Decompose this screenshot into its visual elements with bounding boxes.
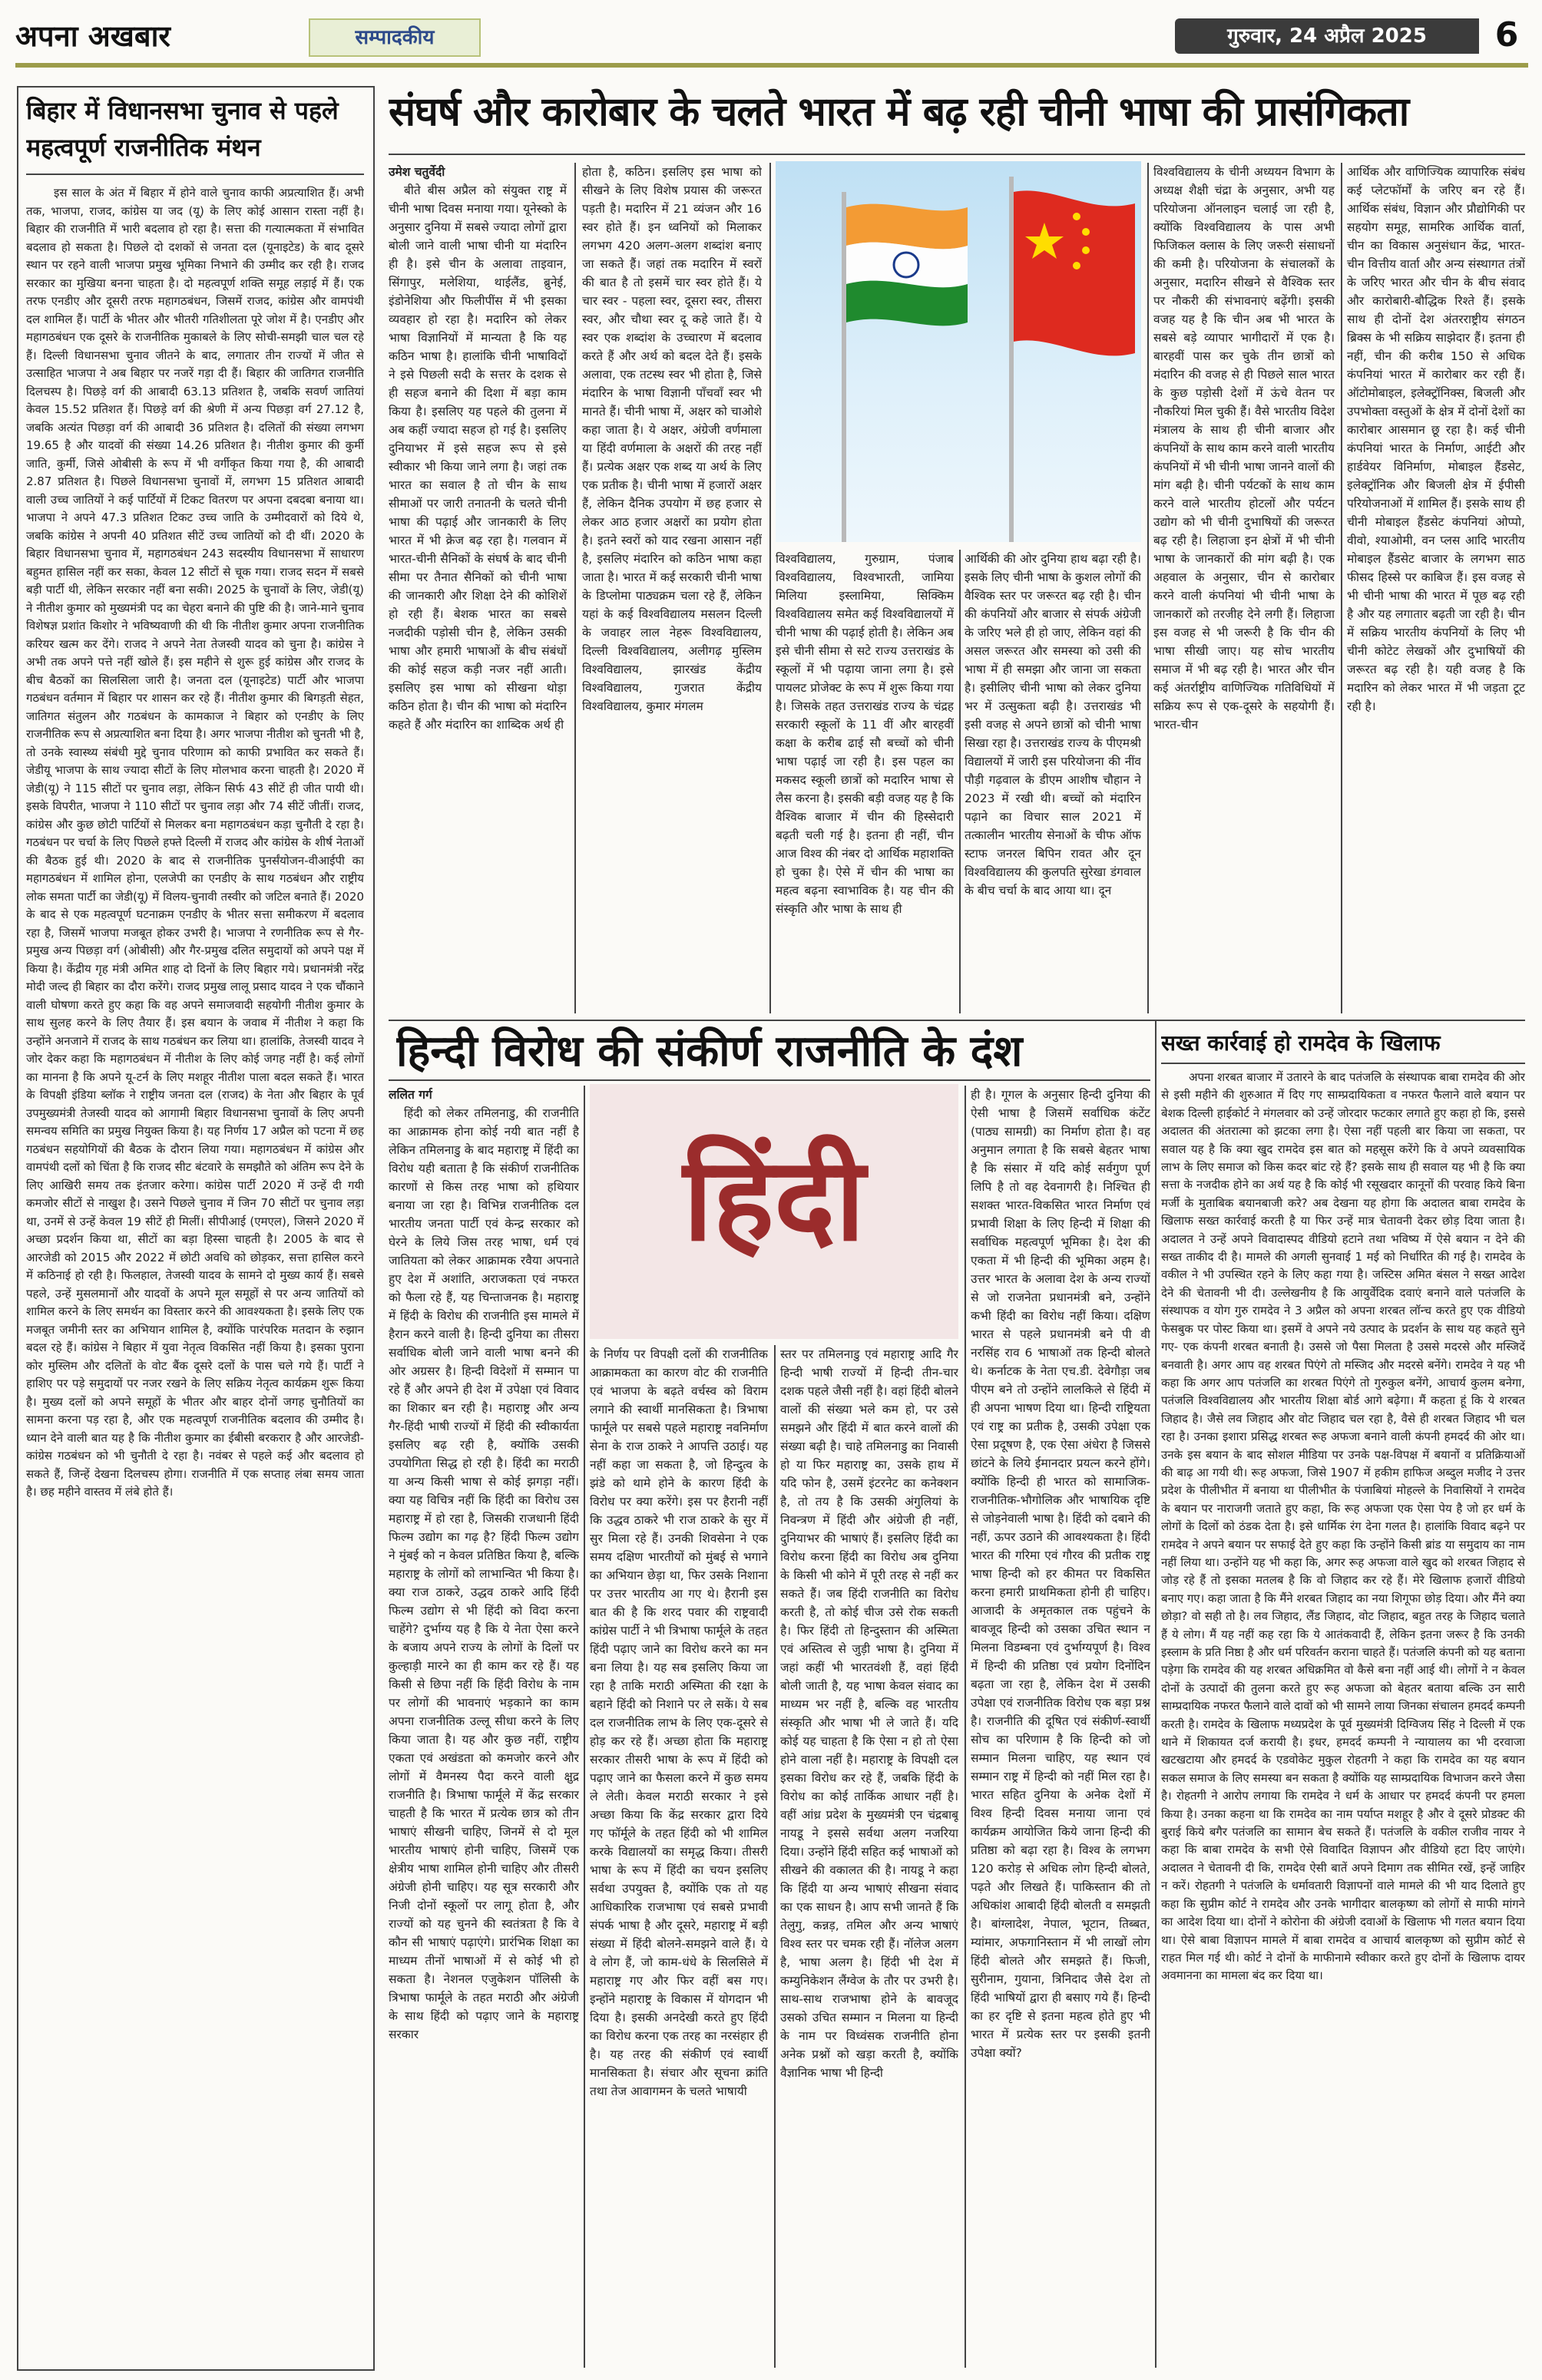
chinese-col-2 bbox=[582, 163, 762, 1013]
issue-date: गुरुवार, 24 अप्रैल 2025 bbox=[1175, 18, 1479, 54]
hindi-col-3-text: स्तर पर तमिलनाडु एवं महाराष्ट्र आदि गैर हिन्दी भाषी राज्यों में हिन्दी तीन-चार दशक पहले जैसी नहीं है। वहां हिंदी बोलने वालों की संख्या भले कम हो, पर उसे समझने और हिंदी में बात करने वालों की संख्या बढ़ी है। चाहे तमिलनाडु का निवासी हो या फिर महाराष्ट्र का, उसके हाथ में यदि फोन है, उसमें इंटरनेट का कनेक्शन है, तो तय है कि उसकी अंगुलियां के निवन्त्रण में हिंदी और अंग्रेजी ही नहीं, दुनियाभर की भाषाएं हैं। इसलिए हिंदी का विरोध करना हिंदी का विरोध अब दुनिया के किसी भी कोने में पूरी तरह से नहीं कर सकते हैं। जब हिंदी राजनीति का विरोध करती है, तो कोई चीज उसे रोक सकती है। फिर हिंदी तो हिन्दुस्तान की अस्मिता एवं अस्तित्व से जुड़ी भाषा है। दुनिया में जहां कहीं भी भारतवंशी हैं, वहां हिंदी बोली जाती है, यह भाषा केवल संवाद का माध्यम भर नहीं है, बल्कि वह भारतीय संस्कृति और भाषा भी ले जाते हैं। यदि कोई यह चाहता है कि ऐसा न हो तो ऐसा होने वाला नहीं है। महाराष्ट्र के विपक्षी दल इसका विरोध कर रहे हैं, जबकि हिंदी के विरोध का कोई तार्किक आधार नहीं है। वहीं आंध्र प्रदेश के मुख्यमंत्री एन चंद्रबाबू नायडू ने इससे सर्वथा अलग नजरिया दिया। उन्होंने हिंदी सहित कई भाषाओं को सीखने की वकालत की है। नायडू ने कहा कि हिंदी या अन्य भाषाएं सीखना संवाद का एक साधन है। आप सभी जानते हैं कि तेलुगु, कन्नड़, तमिल और अन्य भाषाएं विश्व स्तर पर चमक रही हैं। नॉलेज अलग है, भाषा अलग है। हिंदी भी देश में कम्युनिकेशन लैंग्वेज के तौर पर उभरी है। साथ-साथ राजभाषा होने के बावजूद उसको उचित सम्मान न मिलना या हिन्दी के नाम पर विध्वंसक राजनीति होना अनेक प्रश्नों को खड़ा करती है, क्योंकि वैज्ञानिक भाषा भी हिन्दी bbox=[780, 1347, 958, 2080]
bihar-article-body bbox=[26, 184, 364, 2360]
hindi-col-1-text: हिंदी को लेकर तमिलनाडु, की राजनीति का आक्रामक होना कोई नयी बात नहीं है लेकिन तमिलनाडु के बाद महाराष्ट्र में हिंदी का विरोध यही बताता है कि संकीर्ण राजनीतिक कारणों से किस तरह भाषा को हथियार बनाया जा रहा है। विभिन्न राजनीतिक दल भारतीय जनता पार्टी एवं केन्द्र सरकार को घेरने के लिये जिस तरह भाषा, धर्म एवं जातियता को लेकर आक्रामक रवैया अपनाते हुए देश में अशांति, अराजकता एवं नफरत को फैला रहे हैं, यह चिन्ताजनक है। महाराष्ट्र में हिंदी के विरोध की राजनीति इस मामले में हैरान करने वाली है। हिन्दी दुनिया का तीसरा सर्वाधिक बोली जाने वाली भाषा बनने की ओर अग्रसर है। हिन्दी विदेशों में सम्मान पा रहे हैं और अपने ही देश में उपेक्षा एवं विवाद का शिकार बन रही है। महाराष्ट्र और अन्य गैर-हिंदी भाषी राज्यों में हिंदी की स्वीकार्यता इसलिए बढ़ रही है, क्योंकि उसकी उपयोगिता सिद्ध हो रही है। हिंदी का मराठी या अन्य किसी भाषा से कोई झगड़ा नहीं। क्या यह विचित्र नहीं कि हिंदी का विरोध उस महाराष्ट्र में हो रहा है, जिसकी राजधानी हिंदी फिल्म उद्योग का गढ़ है? हिंदी फिल्म उद्योग ने मुंबई को न केवल प्रतिष्ठित किया है, बल्कि महाराष्ट्र के लोगों को लाभान्वित भी किया है। क्या राज ठाकरे, उद्धव ठाकरे आदि हिंदी फिल्म उद्योग से भी हिंदी को विदा करना चाहेंगे? दुर्भाग्य यह है कि ये नेता ऐसा करने के बजाय अपने राज्य के लोगों के दिलों पर कुल्हाड़ी मारने का ही काम कर रहे हैं। यह किसी से छिपा नहीं कि हिंदी विरोध के नाम पर लोगों की भावनाएं भड़काने का काम अपना राजनीतिक उल्लू सीधा करने के लिए किया जाता है। यह और कुछ नहीं, राष्ट्रीय एकता एवं अखंडता को कमजोर करने और लोगों में वैमनस्य पैदा करने वाली क्षुद्र राजनीति है। त्रिभाषा फार्मूले में केंद्र सरकार चाहती है कि भारत में प्रत्येक छात्र को तीन भाषाएं सीखनी चाहिए, जिनमें से दो मूल भारतीय भाषाएं होनी चाहिए, जिसमें एक क्षेत्रीय भाषा शामिल होनी चाहिए और तीसरी अंग्रेजी होनी चाहिए। यह सूत्र सरकारी और निजी दोनों स्कूलों पर लागू होता है, और राज्यों को यह चुनने की स्वतंत्रता है कि वे कौन सी भाषाएं पढ़ाएंगे। प्रारंभिक शिक्षा का माध्यम तीनों भाषाओं में से कोई भी हो सकता है। नेशनल एजुकेशन पॉलिसी के त्रिभाषा फार्मूले के तहत मराठी और अंग्रेजी के साथ हिंदी को पढ़ाए जाने के महाराष्ट्र सरकार bbox=[389, 1106, 579, 2041]
hindi-byline: ललित गर्ग bbox=[389, 1088, 432, 1102]
newspaper-name: अपना अखबार bbox=[15, 19, 170, 53]
hindi-col-2 bbox=[590, 1345, 768, 2368]
section-label: सम्पादकीय bbox=[309, 18, 481, 57]
bihar-headline: बिहार में विधानसभा चुनाव से पहले महत्वपूर्ण राजनीतिक मंथन bbox=[26, 96, 339, 162]
chinese-col-1 bbox=[389, 163, 567, 1013]
chinese-col-3-text: विश्वविद्यालय, गुरुग्राम, पंजाब विश्वविद्यालय, विश्वभारती, जामिया मिलिया इस्लामिया, सिक्किम विश्वविद्यालय समेत कई विश्वविद्यालयों में चीनी भाषा की पढ़ाई होती है। लेकिन अब इसे चीनी सीमा से सटे राज्य उत्तराखंड के स्कूलों में भी पढ़ाया जाना लगा है। इसे पायलट प्रोजेक्ट के रूप में शुरू किया गया है। जिसके तहत उत्तराखंड राज्य के चंद्रह सरकारी स्कूलों के 11 वीं और बारहवीं कक्षा के करीब ढाई सौ बच्चों को चीनी भाषा पढ़ाई जा रही है। इस पहल का मकसद स्कूली छात्रों को मदारिन भाषा से लैस करना है। इसकी बड़ी वजह यह है कि वैश्विक बाजार में चीन की हिस्सेदारी बढ़ती चली गई है। इतना ही नहीं, चीन आज विश्व की नंबर दो आर्थिक महाशक्ति हो चुका है। ऐसे में चीन की भाषा का महत्व बढ़ना स्वाभाविक है। यह चीन की संस्कृति और भाषा के साथ ही bbox=[776, 552, 954, 916]
ramdev-article-body bbox=[1161, 1069, 1525, 2368]
chinese-headline: संघर्ष और कारोबार के चलते भारत में बढ़ रही चीनी भाषा की प्रासंगिकता bbox=[389, 89, 1409, 135]
hindi-col-4 bbox=[971, 1086, 1150, 2368]
chinese-byline: उमेश चतुर्वेदी bbox=[389, 165, 445, 179]
hindi-col-4-text: ही है। गूगल के अनुसार हिन्दी दुनिया की ऐसी भाषा है जिसमें सर्वाधिक कंटेंट (पाठ्य सामग्री) का निर्माण होता है। वह अनुमान लगाता है कि सबसे बेहतर भाषा है कि संसार में यदि कोई सर्वगुण पूर्ण लिपि है तो वह देवनागरी है। निश्चित ही सशक्त भारत-विकसित भारत निर्माण एवं प्रभावी शिक्षा के लिए हिन्दी में शिक्षा की सर्वाधिक महत्वपूर्ण भूमिका है। देश की एकता में भी हिन्दी की भूमिका अहम है। उत्तर भारत के अलावा देश के अन्य राज्यों से जो राजनेता प्रधानमंत्री बने, उन्होंने कभी हिंदी का विरोध नहीं किया। दक्षिण भारत से पहले प्रधानमंत्री बने पी वी नरसिंह राव 6 भाषाओं तक हिन्दी बोलते थे। कर्नाटक के नेता एच.डी. देवेगौड़ा जब पीएम बने तो उन्होंने लालकिले से हिंदी में ही अपना भाषण दिया था। हिन्दी राष्ट्रियता एवं राष्ट्र का प्रतीक है, उसकी उपेक्षा एक ऐसा प्रदूषण है, एक ऐसा अंधेरा है जिससे छांटने के लिये ईमानदार प्रयत्न करने होंगे। क्योंकि हिन्दी ही भारत को सामाजिक-राजनीतिक-भौगोलिक और भाषायिक दृष्टि से जोड़नेवाली भाषा है। हिंदी को दबाने की नहीं, ऊपर उठाने की आवश्यकता है। हिंदी भारत की गरिमा एवं गौरव की प्रतीक राष्ट्र भाषा हिन्दी को हर कीमत पर विकसित करना हमारी प्राथमिकता होनी ही चाहिए। आजादी के अमृतकाल तक पहुंचने के बावजूद हिन्दी को उसका उचित स्थान न मिलना विडम्बना एवं दुर्भाग्यपूर्ण है। विश्व में हिन्दी की प्रतिष्ठा एवं प्रयोग दिनोंदिन बढ़ता जा रहा है, लेकिन देश में उसकी उपेक्षा एवं राजनीतिक विरोध एक बड़ा प्रश्न है। राजनीति की दूषित एवं संकीर्ण-स्वार्थी सोच का परिणाम है कि हिन्दी को जो सम्मान मिलना चाहिए, यह स्थान एवं सम्मान राष्ट्र में हिन्दी को नहीं मिल रहा है। भारत सहित दुनिया के अनेक देशों में विश्व हिन्दी दिवस मनाया जाना एवं कार्यक्रम आयोजित किये जाना हिन्दी की प्रतिष्ठा को बढ़ा रहा है। विश्व के लगभग 120 करोड़ से अधिक लोग हिन्दी बोलते, पढ़ते और लिखते हैं। पाकिस्तान की तो अधिकांश आबादी हिंदी बोलती व समझती है। बांग्लादेश, नेपाल, भूटान, तिब्बत, म्यांमार, अफगानिस्तान में भी लाखों लोग हिंदी बोलते और समझते हैं। फिजी, सुरीनाम, गुयाना, त्रिनिदाद जैसे देश तो हिंदी भाषियों द्वारा ही बसाए गये हैं। हिन्दी का हर दृष्टि से इतना महत्व होते हुए भी भारत में प्रत्येक स्तर पर इसकी इतनी उपेक्षा क्यों? bbox=[971, 1088, 1150, 2060]
chinese-col-4 bbox=[965, 550, 1141, 1013]
chinese-col-2-text: होता है, कठिन। इसलिए इस भाषा को सीखने के लिए विशेष प्रयास की जरूरत पड़ती है। मदारिन में 21 व्यंजन और 16 स्वर होते हैं। इन ध्वनियों को मिलाकर लगभग 420 अलग-अलग शब्दांश बनाए जा सकते हैं। जहां तक मदारिन में स्वरों की बात है तो इसमें चार स्वर होते हैं। ये चार स्वर - पहला स्वर, दूसरा स्वर, तीसरा स्वर, और चौथा स्वर दू कहे जाते हैं। ये स्वर एक शब्दांश के उच्चारण में बदलाव करते हैं और अर्थ को बदल देते हैं। इसके अलावा, एक तटस्थ स्वर भी होता है, जिसे मंदारिन के भाषा विज्ञानी पाँचवाँ स्वर भी मानते हैं। चीनी भाषा में, अक्षर को चाओशे कहा जाता है। ये अक्षर, अंग्रेजी वर्णमाला या हिंदी वर्णमाला के अक्षरों की तरह नहीं हैं। प्रत्येक अक्षर एक शब्द या अर्थ के लिए एक प्रतीक है। चीनी भाषा में हजारों अक्षर हैं, लेकिन दैनिक उपयोग में छह हजार से लेकर आठ हजार अक्षरों का प्रयोग होता है। इतने स्वरों को याद रखना आसान नहीं है, इसलिए मंदारिन को कठिन भाषा कहा जाता है। भारत में कई सरकारी चीनी भाषा के डिप्लोमा पाठ्यक्रम चला रहे हैं, लेकिन यहां के कई विश्वविद्यालय मसलन दिल्ली के जवाहर लाल नेहरू विश्वविद्यालय, दिल्ली विश्वविद्यालय, अलीगढ़ मुस्लिम विश्वविद्यालय, झारखंड केंद्रीय विश्वविद्यालय, गुजरात केंद्रीय विश्वविद्यालय, कुमार मंगलम bbox=[582, 165, 762, 713]
hindi-col-2-text: के निर्णय पर विपक्षी दलों की राजनीतिक आक्रामकता का कारण वोट की राजनीति एवं भाजपा के बढ़ते वर्चस्व को विराम लगाने की स्वार्थी मानसिकता है। त्रिभाषा फार्मूले पर सबसे पहले महाराष्ट्र नवनिर्माण सेना के राज ठाकरे ने आपत्ति उठाई। यह नहीं कहा जा सकता है, जो हिन्दुत्व के झंडे को थामे होने के कारण हिंदी के विरोध पर क्या करेंगे। इस पर हैरानी नहीं कि उद्धव ठाकरे भी राज ठाकरे के सुर में सुर मिला रहे हैं। उनकी शिवसेना ने एक समय दक्षिण भारतीयों को मुंबई से भगाने का अभियान छेड़ा था, फिर उसके निशाना पर उत्तर भारतीय आ गए थे। हैरानी इस बात की है कि शरद पवार की राष्ट्रवादी कांग्रेस पार्टी ने भी त्रिभाषा फार्मूले के तहत हिंदी पढ़ाए जाने का विरोध करने का मन बना लिया है। यह सब इसलिए किया जा रहा है ताकि मराठी अस्मिता की रक्षा के बहाने हिंदी को निशाने पर ले सकें। ये सब दल राजनीतिक लाभ के लिए एक-दूसरे से होड़ कर रहे हैं। अच्छा होता कि महाराष्ट्र सरकार तीसरी भाषा के रूप में हिंदी को पढ़ाए जाने का फैसला करने में कुछ समय ले लेती। केवल मराठी सरकार ने इसे अच्छा किया कि केंद्र सरकार द्वारा दिये गए फॉर्मूले के तहत हिंदी को भी शामिल करके विद्यालयों का समृद्ध किया। तीसरी भाषा के रूप में हिंदी का चयन इसलिए सर्वथा उपयुक्त है, क्योंकि एक तो यह आधिकारिक राजभाषा एवं सबसे प्रभावी संपर्क भाषा है और दूसरे, महाराष्ट्र में बड़ी संख्या में हिंदी बोलने-समझने वाले हैं। ये वे लोग हैं, जो काम-धंधे के सिलसिले में महाराष्ट्र गए और फिर वहीं बस गए। इन्होंने महाराष्ट्र के विकास में योगदान भी दिया है। इसकी अनदेखी करते हुए हिंदी का विरोध करना एक तरह का नरसंहार ही है। यह तरह की संकीर्ण एवं स्वार्थी मानसिकता है। संचार और सूचना क्रांति तथा तेज आवागमन के चलते भाषायी bbox=[590, 1347, 768, 2098]
hindi-word-image bbox=[590, 1084, 958, 1339]
chinese-col-6-text: आर्थिक और वाणिज्यिक व्यापारिक संबंध कई प्लेटफॉर्मों के जरिए बन रहे हैं। आर्थिक संबंध, विज्ञान और प्रौद्योगिकी पर सहयोग समूह, सामरिक आर्थिक वार्ता, चीन का विकास अनुसंधान केंद्र, भारत-चीन वित्तीय वार्ता और अन्य संस्थागत तंत्रों के जरिए भारत और चीन के बीच संवाद और कारोबारी-बौद्धिक रिश्ते हैं। इसके साथ ही दोनों देश अंतरराष्ट्रीय संगठन ब्रिक्स के भी सक्रिय साझेदार हैं। इतना ही नहीं, चीन की करीब 150 से अधिक कंपनियां भारत में कारोबार कर रही हैं। ऑटोमोबाइल, इलेक्ट्रॉनिक्स, बिजली और उपभोक्ता वस्तुओं के क्षेत्र में दोनों देशों का कारोबार आसमान छू रहा है। कई चीनी कंपनियां भारत के निर्माण, आईटी और हार्डवेयर विनिर्माण, मोबाइल हैंडसेट, इलेक्ट्रॉनिक और बिजली क्षेत्र में ईपीसी परियोजनाओं में शामिल हैं। इसके साथ ही चीनी मोबाइल हैंडसेट कंपनियां ओप्पो, वीवो, श्याओमी, वन प्लस आदि भारतीय मोबाइल हैंडसेट बाजार के लगभग साठ फीसद हिस्से पर काबिज हैं। इस वजह से भी चीनी भाषा की भारत में पूछ बढ़ रही है और यह लगातार बढ़ती जा रही है। चीन में सक्रिय भारतीय कंपनियों के लिए भी चीनी कोटेट लेखकों और दुभाषियों की जरूरत बढ़ रही है। यही वजह है कि मदारिन को लेकर भारत में भी जड़ता टूट रही है। bbox=[1347, 165, 1525, 713]
ramdev-body-text: अपना शरबत बाजार में उतारने के बाद पतंजलि के संस्थापक बाबा रामदेव की ओर से इसी महीने की शुरुआत में दिए गए साम्प्रदायिकता व नफरत फैलाने वाले बयान पर बेशक दिल्ली हाईकोर्ट ने मंगलवार को उन्हें जोरदार फटकार लगाते हुए कहा हो कि, इससे अदालत की अंतरात्मा को झटका लगा है। ऐसा नहीं पहली बार किया जा सकता, पर सवाल यह है कि क्या खुद रामदेव इस बात को महसूस करेंगे कि वे अपने व्यवसायिक लाभ के लिए समाज को किस कदर बांट रहे हैं? इसके साथ ही सवाल यह भी है कि क्या सत्ता के नजदीक होने का अर्थ यह है कि कोई भी रसूखदार कानूनों की परवाह किये बिना मर्जी के मुताबिक बयानबाजी करे? अब देखना यह होगा कि अदालत बाबा रामदेव के खिलाफ सख्त कार्रवाई करती है या फिर उन्हें मात्र चेतावनी देकर छोड़ दिया जाता है। अदालत ने उन्हें अपने विवादास्पद वीडियो हटाने तथा भविष्य में ऐसे बयान न देने की सख्त ताकीद दी है। मामले की अगली सुनवाई 1 मई को निर्धारित की गई है। रामदेव के वकील ने भी उपस्थित रहने के लिए कहा गया है। जस्टिस अमित बंसल ने सख्त आदेश देने की चेतावनी भी दी। उल्लेखनीय है कि आयुर्वेदिक दवाएं बनाने वाले पतंजलि के संस्थापक व योग गुरु रामदेव ने 3 अप्रैल को अपना शरबत लॉन्च करते हुए एक वीडियो फेसबुक पर पोस्ट किया था। इसमें वे अपने नये उत्पाद के प्रदर्शन के साथ यह कहते सुने गए- एक कंपनी शरबत बनाती है। उससे जो पैसा मिलता है उससे मदरसे और मस्जिदें बनवाती है। अगर आप वह शरबत पिएंगे तो मस्जिद और मदरसे बनेंगे। रामदेव ने यह भी कहा कि अगर आप पतंजलि का शरबत पिएंगे तो गुरुकुल बनेंगे, आचार्य कुलम बनेगा, पतंजलि विश्वविद्यालय और भारतीय शिक्षा बोर्ड आगे बढ़ेगा। मैं कहता हूं कि ये शरबत जिहाद है। जैसे लव जिहाद और वोट जिहाद चल रहा है, वैसे ही शरबत जिहाद भी चल रहा है। उनका इशारा प्रसिद्ध शरबत रूह अफजा बनाने वाली कंपनी हमदर्द की ओर था। उनके इस बयान के बाद सोशल मीडिया पर उनके पक्ष-विपक्ष में बयानों व प्रतिक्रियाओं की बाढ़ आ गयी थी। रूह अफजा, जिसे 1907 में हकीम हाफिज अब्दुल मजीद ने उत्तर प्रदेश के पीलीभीत में बनाया था पीलीभीत के पंजाबियां मोहल्ले के निवासियों ने रामदेव के बयान पर नाराजगी जताते हुए कहा, कि रूह अफजा एक ऐसा पेय है जो हर धर्म के लोगों के दिलों को ठंडक देता है। इसे धार्मिक रंग देना गलत है। हालांकि विवाद बढ़ने पर रामदेव ने अपने बयान पर सफाई देते हुए कहा कि उन्होंने किसी ब्रांड या समुदाय का नाम नहीं लिया था। उन्होंने यह भी कहा कि, अगर रूह अफजा वाले खुद को शरबत जिहाद से जोड़ रहे हैं तो इसका मतलब है कि वो जिहाद कर रहे हैं। मेरे खिलाफ हजारों वीडियो बनाए गए। कहा जाता है कि मैंने शरबत जिहाद का नया शिगूफा छोड़ दिया। और मैंने क्या छोड़ा? वो सही तो है। लव जिहाद, लैंड जिहाद, वोट जिहाद, बहुत तरह के जिहाद चलाते हैं ये लोग। मैं यह नहीं कह रहा कि ये आतंकवादी हैं, लेकिन इतना जरूर है कि उनकी इस्लाम के प्रति निष्ठा है और धर्म परिवर्तन कराना चाहते हैं। पतंजलि कंपनी को यह बताना पड़ेगा कि रामदेव की यह शरबत अधिक्रमित वो कैसे बना नहीं आई थी। लोगों ने न केवल दोनों के उत्पादों की तुलना करते हुए रूह अफजा को बेहतर बताया बल्कि उन सारी साम्प्रदायिक नफरत फैलाने वाले दावों को भी सामने लाया जिनका संचालन हमदर्द कम्पनी करती है। रामदेव के खिलाफ मध्यप्रदेश के पूर्व मुख्यमंत्री दिग्विजय सिंह ने दिल्ली में एक थाने में शिकायत दर्ज करायी है। इधर, हमदर्द कम्पनी ने न्यायालय का भी दरवाजा खटखटाया और हमदर्द के एडवोकेट मुकुल रोहतगी ने कहा कि रामदेव का यह बयान सकल समाज के लिए समस्या बन सकता है क्योंकि यह साम्प्रदायिक विभाजन करने जैसा है। रोहतगी ने आरोप लगाया कि रामदेव ने धर्म के आधार पर हमदर्द कंपनी पर हमला किया है। उनका कहना था कि रामदेव का नाम पर्याप्त मशहूर है और वे दूसरे प्रोडक्ट की बुराई किये बगैर पतंजलि का सामान बेच सकते हैं। पतंजलि के वकील राजीव नायर ने कहा कि बाबा रामदेव के सभी ऐसे विवादित विज्ञापन और वीडियो हटा दिए जाएंगे। अदालत ने चेतावनी दी कि, रामदेव ऐसी बातें अपने दिमाग तक सीमित रखें, इन्हें जाहिर न करें। रोहतगी ने पतंजलि के धर्मावतारी विज्ञापनों वाले मामले की भी याद दिलाते हुए कहा कि सुप्रीम कोर्ट ने रामदेव और उनके भागीदार बालकृष्ण को लोगों से माफी मांगने का आदेश दिया था। दोनों ने कोरोना की अंग्रेजी दवाओं के खिलाफ भी गलत बयान दिया था। ऐसे बाबा विज्ञापन मामले में बाबा रामदेव व आचार्य बालकृष्ण को सुप्रीम कोर्ट से राहत मिल गई थी। कोर्ट ने दोनों के माफीनामे स्वीकार करते हुए दोनों के खिलाफ दायर अवमानना का मामला बंद कर दिया था। bbox=[1161, 1070, 1525, 1983]
hindi-col-1 bbox=[389, 1086, 579, 2368]
flags-illustration bbox=[776, 161, 1141, 542]
masthead bbox=[15, 14, 1528, 68]
bihar-body-text: इस साल के अंत में बिहार में होने वाले चुनाव काफी अप्रत्याशित हैं। अभी तक, भाजपा, राजद, कांग्रेस या जद (यू) के लिए कोई आसान रास्ता नहीं है। बिहार की राजनीति में भारी बदलाव हो रहा है। सत्ता की गत्यात्मकता में संभावित बदलाव हो सकता है। पिछले दो दशकों से जनता दल (यूनाइटेड) के बाद दूसरे स्थान पर रहने वाली भाजपा प्रमुख भूमिका निभाने की उम्मीद कर रही है। राजद सरकार का मुखिया बनना चाहता है। दो महत्वपूर्ण शक्ति समूह लड़ाई में हैं। एक तरफ एनडीए और दूसरी तरफ महागठबंधन, जिसमें राजद, कांग्रेस और वामपंथी दल शामिल हैं। पार्टी के भीतर और भीतरी गतिशीलता पूरे जोश में है। एनडीए और महागठबंधन एक दूसरे के राजनीतिक मुकाबले के लिए सोची-समझी चाल चल रहे हैं। दिल्ली विधानसभा चुनाव जीतने के बाद, लगातार तीन राज्यों में जीत से उत्साहित भाजपा ने अब बिहार पर नजरें गड़ा दी हैं। बिहार की जातिगत राजनीति दिलचस्प है। पिछड़े वर्ग की आबादी 63.13 प्रतिशत है, जबकि सवर्ण जातियां केवल 15.52 प्रतिशत हैं। पिछड़े वर्ग की श्रेणी में अन्य पिछड़ा वर्ग 27.12 है, जबकि अत्यंत पिछड़ा वर्ग की आबादी 36 प्रतिशत है। दलितों की संख्या लगभग 19.65 है और यादवों की संख्या 14.26 प्रतिशत है। नीतीश कुमार की कुर्मी जाति, कुर्मी, जिसे ओबीसी के रूप में भी वर्गीकृत किया गया है, की आबादी 2.87 प्रतिशत है। पिछले विधानसभा चुनावों में, लगभग 15 प्रतिशत आबादी वाली उच्च जातियों ने कई पार्टियों में टिकट वितरण पर अपना दबदबा बनाया था। भाजपा ने अपने 47.3 प्रतिशत टिकट उच्च जाति के उम्मीदवारों को दिये थे, जबकि कांग्रेस ने अपनी 40 प्रतिशत सीटें उच्च जातियों को दी थीं। 2020 के बिहार विधानसभा चुनाव में, महागठबंधन 243 सदस्यीय विधानसभा में साधारण बहुमत हासिल नहीं कर सका, केवल 12 सीटों से चूक गया। राजद सदन में सबसे बड़ी पार्टी थी, लेकिन सरकार नहीं बना सकी। 2025 के चुनावों के लिए, जेडी(यू) ने नीतीश कुमार को मुख्यमंत्री पद का चेहरा बनाने की पुष्टि की है। जाने-माने चुनाव विशेषज्ञ प्रशांत किशोर ने भविष्यवाणी की थी कि नीतीश कुमार अपना राजनीतिक करियर खत्म कर देंगे। राजद ने अपने नेता तेजस्वी यादव को चुना है। कांग्रेस ने अभी तक अपने पत्ते नहीं खोले हैं। इस महीने से शुरू हुई कांग्रेस और राजद के बीच बैठकों का सिलसिला जारी है। जनता दल (यूनाइटेड) पार्टी और भाजपा गठबंधन वर्तमान में बिहार पर शासन कर रहे हैं। नीतीश कुमार की बिगड़ती सेहत, जातिगत संतुलन और गठबंधन के कामकाज ने बिहार को एनडीए के लिए राजनीतिक रूप से अप्रत्याशित बना दिया है। अगर भाजपा नीतीश को चुनती भी है, तो उनके स्वास्थ्य संबंधी मुद्दे चुनाव परिणाम को काफी प्रभावित कर सकते हैं। जेडीयू भाजपा के साथ ज्यादा सीटों के लिए मोलभाव करना चाहती है। 2020 में जेडी(यू) ने 115 सीटों पर चुनाव लड़ा, लेकिन सिर्फ 43 सीटें ही जीत पायी थी। इसके विपरीत, भाजपा ने 110 सीटों पर चुनाव लड़ा और 74 सीटें जीतीं। राजद, कांग्रेस और कुछ छोटी पार्टियों से मिलकर बना महागठबंधन कड़ा चुनौती दे रहा है। गठबंधन पर चर्चा के लिए पिछले हफ्ते दिल्ली में राजद और कांग्रेस के शीर्ष नेताओं की बैठक हुई थी। 2020 के बाद से राजनीतिक पुनर्संयोजन-वीआईपी का महागठबंधन में शामिल होना, एलजेपी का एनडीए के साथ गठबंधन और राष्ट्रीय लोक समता पार्टी का जेडी(यू) में विलय-चुनावी तस्वीर को जटिल बनाते हैं। 2020 के बाद से एक महत्वपूर्ण घटनाक्रम एनडीए के भीतर सत्ता समीकरण में बदलाव रहा है, जिसमें भाजपा मजबूत होकर उभरी है। भाजपा ने रणनीतिक रूप से गैर-प्रमुख अन्य पिछड़ा वर्ग (ओबीसी) और गैर-प्रमुख दलित समुदायों को अपने पक्ष में किया है। केंद्रीय गृह मंत्री अमित शाह दो दिनों के लिए बिहार गये। प्रधानमंत्री नरेंद्र मोदी जल्द ही बिहार का दौरा करेंगे। राजद प्रमुख लालू प्रसाद यादव ने एक चौंकाने वाली घोषणा करते हुए कहा कि वह अपने समाजवादी सहयोगी नीतीश कुमार के साथ सुलह करने के लिए तैयार हैं। इस बयान के जवाब में नीतीश ने कहा कि उन्होंने अनजाने में राजद के साथ गठबंधन कर लिया था। हालांकि, तेजस्वी यादव ने जोर देकर कहा कि महागठबंधन में नीतीश के लिए कोई जगह नहीं है। कई लोगों का मानना है कि अपने यू-टर्न के लिए मशहूर नीतीश पाला बदल सकते हैं। भारत के विपक्षी इंडिया ब्लॉक ने राष्ट्रीय जनता दल (राजद) के नेता और बिहार के पूर्व उपमुख्यमंत्री तेजस्वी यादव को आगामी बिहार विधानसभा चुनावों के लिए अपनी समन्वय समिति का प्रमुख नियुक्त किया है। यह निर्णय 17 अप्रैल को पटना में छह गठबंधन सहयोगियों की बैठक के दौरान लिया गया। महागठबंधन में कांग्रेस और वामपंथी दलों को चिंता है कि राजद सीट बंटवारे के समझौते को अंतिम रूप देने के लिए आखिरी समय तक इंतजार करेगा। कांग्रेस पार्टी 2020 में उन्हें दी गयी कमजोर सीटों से नाखुश है। उसने पिछले चुनाव में जिन 70 सीटों पर चुनाव लड़ा था, उनमें से उन्हें केवल 19 सीटें ही मिलीं। सीपीआई (एमएल), जिसने 2020 में अच्छा प्रदर्शन किया था, सीटों का बड़ा हिस्सा चाहती है। 2005 के बाद से आरजेडी को 2015 और 2022 में छोटी अवधि को छोड़कर, सत्ता हासिल करने में कठिनाई हो रही है। फिलहाल, तेजस्वी यादव के सामने दो मुख्य कार्य हैं। सबसे पहले, उन्हें मुसलमानों और यादवों के अपने मूल समूहों से पर अन्य जातियों को शामिल करने के लिए समर्थन का विस्तार करने की आवश्यकता है। इसके लिए एक मजबूत जमीनी स्तर का अभियान शामिल है, क्योंकि पारंपरिक मतदान के रुझान बदल रहे हैं। कांग्रेस ने बिहार में युवा नेतृत्व विकसित नहीं किया है। इसका पुराना कोर मुस्लिम और दलितों के वोट बैंक दूसरे दलों के पास चले गये हैं। पार्टी ने हाशिए पर पड़े समुदायों पर नजर रखने के लिए सक्रिय नेतृत्व कार्यक्रम शुरू किया है। मुख्य दलों को अपने समूहों के भीतर और बाहर दोनों जगह चुनौतियों का सामना करना पड़ रहा है, और एक महत्वपूर्ण राजनीतिक बदलाव की उम्मीद है। ध्यान देने वाली बात यह है कि नीतीश कुमार का ईबीसी बरकरार है और आरजेडी-कांग्रेस गठबंधन को भी चुनौती दे रहा है। नवंबर से पहले कई और बदलाव हो सकते हैं, जिन्हें देखना दिलचस्प होगा। राजनीति में एक सप्ताह लंबा समय जाता है। छह महीने वास्तव में लंबे होते हैं। bbox=[26, 186, 364, 1499]
page-number: 6 bbox=[1494, 15, 1519, 55]
chinese-col-6 bbox=[1347, 163, 1525, 1013]
hindi-headline: हिन्दी विरोध की संकीर्ण राजनीति के दंश bbox=[396, 1026, 1023, 1076]
chinese-col-5-text: विश्वविद्यालय के चीनी अध्ययन विभाग के अध्यक्ष शैक्षी चंद्रा के अनुसार, अभी यह परियोजना ऑनलाइन चलाई जा रही है, क्योंकि विश्वविद्यालय के पास अभी फिजिकल क्लास के लिए जरूरी संसाधनों की कमी है। परियोजना के संचालकों के अनुसार, मदारिन सीखने से वैश्विक स्तर पर नौकरी की संभावनाएं बढ़ेंगी। इसकी वजह यह है कि चीन अब भी भारत के सबसे बड़े व्यापार भागीदारों में एक है। बारहवीं पास कर चुके तीन छात्रों को मंदारिन की वजह से ही पिछले साल भारत के कुछ पड़ोसी देशों में ऊंचे वेतन पर नौकरियां मिल चुकी हैं। वैसे भारतीय विदेश मंत्रालय के साथ ही चीनी बाजार और कंपनियों के साथ काम करने वाली भारतीय कंपनियों में भी चीनी भाषा जानने वालों की मांग बढ़ी है। चीनी पर्यटकों के साथ काम करने वाले भारतीय होटलों और पर्यटन उद्योग को भी चीनी दुभाषियों की जरूरत बढ़ रही है। लिहाजा इन क्षेत्रों में भी चीनी भाषा के जानकारों की मांग बढ़ी है। एक अहवाल के अनुसार, चीन से कारोबार करने वाली कंपनियां भी चीनी भाषा के जानकारों को तरजीह देने लगी हैं। लिहाजा इस वजह से भी जरूरी है कि चीन की भाषा सीखी जाए। यह सोच भारतीय समाज में भी बढ़ रही है। भारत और चीन कई अंतर्राष्ट्रीय वाणिज्यिक गतिविधियों में सक्रिय रूप से एक-दूसरे के सहयोगी हैं। भारत-चीन bbox=[1153, 165, 1335, 732]
chinese-col-4-text: आर्थिकी की ओर दुनिया हाथ बढ़ा रही है। इसके लिए चीनी भाषा के कुशल लोगों की वैश्विक स्तर पर जरूरत बढ़ रही है। चीन की कंपनियों और बाजार से संपर्क अंग्रेजी के जरिए भले ही हो जाए, लेकिन वहां की असल जरूरत और समस्या को उसी की भाषा में ही समझा और जाना जा सकता है। इसीलिए चीनी भाषा को लेकर दुनिया भर में उत्सुकता बढ़ी है। उत्तराखंड भी इसी वजह से अपने छात्रों को चीनी भाषा सिखा रहा है। उत्तराखंड राज्य के पीएमश्री विद्यालयों में जारी इस परियोजना की नींव पौड़ी गढ़वाल के डीएम आशीष चौहान ने 2023 में रखी थी। बच्चों को मंदारिन पढ़ाने का विचार साल 2021 में तत्कालीन भारतीय सेनाओं के चीफ ऑफ स्टाफ जनरल बिपिन रावत और दून विश्वविद्यालय की कुलपति सुरेखा डंगवाल के बीच चर्चा के बाद आया था। दून bbox=[965, 552, 1141, 897]
hindi-image-word: हिंदी bbox=[683, 1132, 865, 1267]
chinese-col-1-text: बीते बीस अप्रैल को संयुक्त राष्ट्र में चीनी भाषा दिवस मनाया गया। यूनेस्को के अनुसार दुनिया में सबसे ज्यादा लोगों द्वारा बोली जाने वाली भाषा चीनी या मंदारिन ही है। इसे चीन के अलावा ताइवान, सिंगापुर, मलेशिया, थाईलैंड, ब्रुनेई, इंडोनेशिया और फिलीपींस में भी इसका व्यवहार हो रहा है। मदारिन को लेकर भाषा विज्ञानियों में मान्यता है कि यह कठिन भाषा है। हालांकि चीनी भाषाविदों ने इसे पिछली सदी के सत्तर के दशक से ही सहज बनाने की दिशा में बड़ा काम किया है। इसलिए यह पहले की तुलना में अब कहीं ज्यादा सहज हो गई है। इसलिए दुनियाभर में इसे सहज रूप से इसे स्वीकार भी किया जाने लगा है। जहां तक भारत का सवाल है तो चीन के साथ सीमाओं पर जारी तनातनी के चलते चीनी भाषा की पढ़ाई और जानकारी के लिए भारत में भी क्रेज बढ़ रहा है। गलवान में भारत-चीनी सैनिकों के संघर्ष के बाद चीनी सीमा पर तैनात सैनिकों को चीनी भाषा की जानकारी और शिक्षा देने की कोशिशें हो रही हैं। बेशक भारत का सबसे नजदीकी पड़ोसी चीन है, लेकिन उसकी भाषा और हमारी भाषाओं के बीच संबंधों की कोई सहज कड़ी नजर नहीं आती। इसलिए इस भाषा को सीखना थोड़ा कठिन होता है। चीन की भाषा को मंदारिन कहते हैं और मंदारिन का शाब्दिक अर्थ ही bbox=[389, 183, 567, 732]
chinese-col-5 bbox=[1153, 163, 1335, 1013]
ramdev-headline: सख्त कार्रवाई हो रामदेव के खिलाफ bbox=[1161, 1030, 1441, 1056]
chinese-col-3 bbox=[776, 550, 954, 1013]
india-china-flags-image bbox=[776, 161, 1141, 542]
hindi-col-3 bbox=[780, 1345, 958, 2368]
